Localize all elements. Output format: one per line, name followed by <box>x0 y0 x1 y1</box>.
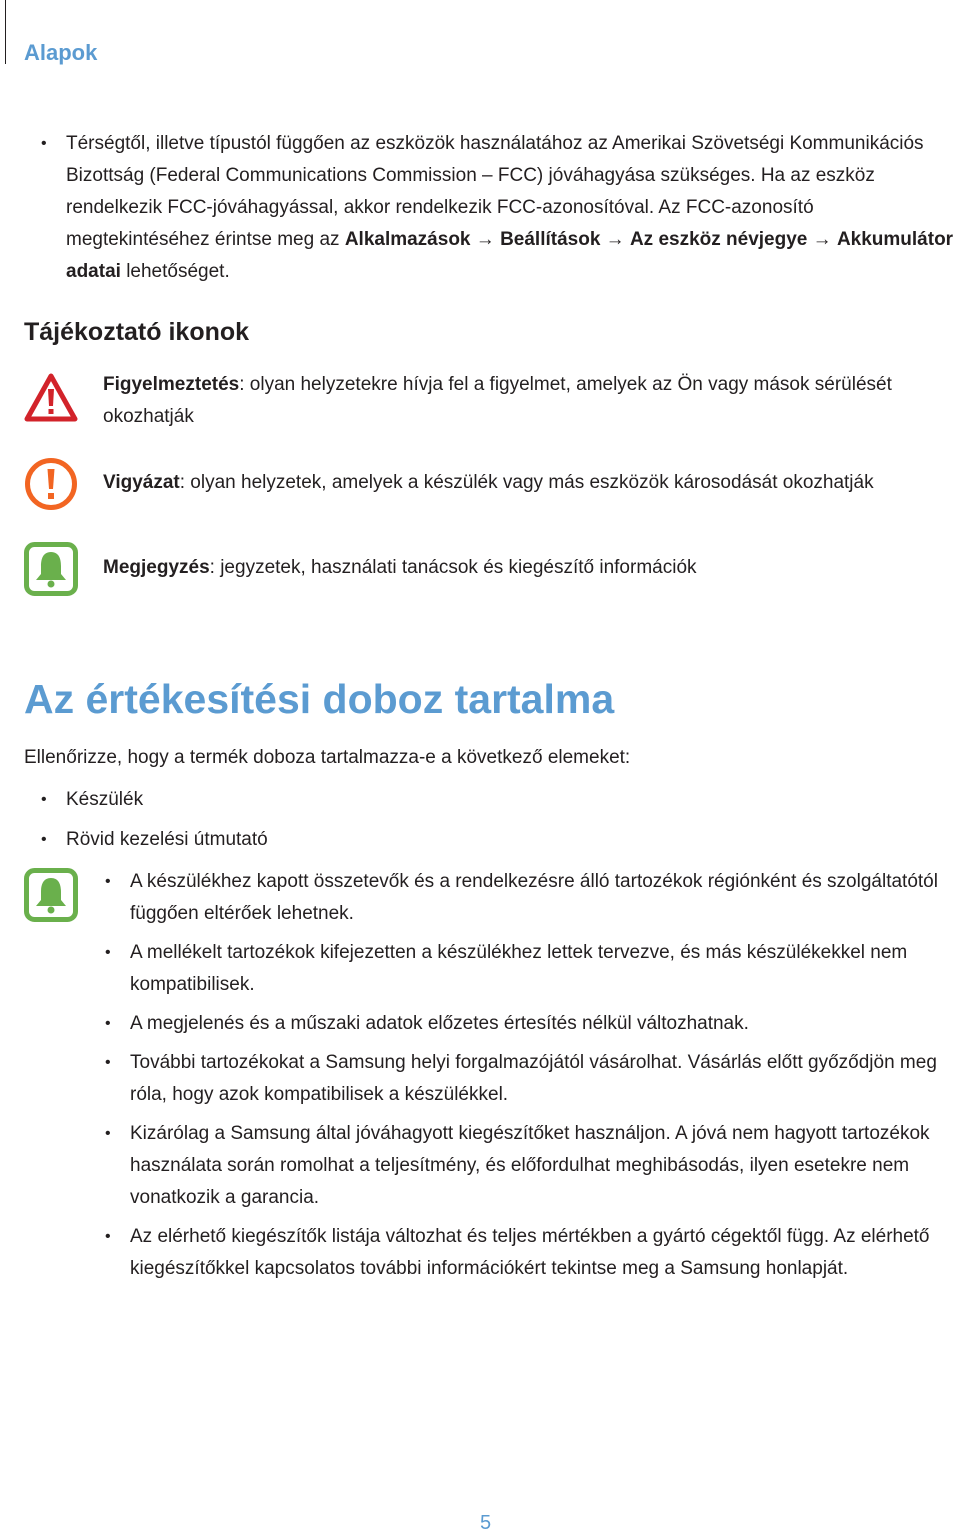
list-item <box>105 1047 960 1111</box>
warning-triangle-icon <box>24 371 78 425</box>
list-item <box>105 866 960 930</box>
caution-label: Vigyázat <box>103 472 180 493</box>
box-contents-title: Az értékesítési doboz tartalma <box>24 676 615 722</box>
box-item-label: Rövid kezelési útmutató <box>66 829 268 850</box>
notes-list <box>105 866 960 1292</box>
fcc-bullet <box>41 128 956 288</box>
note-item-text: A megjelenés és a műszaki adatok előzetes értesítés nélkül változhatnak. <box>130 1013 749 1034</box>
box-contents-intro: Ellenőrizze, hogy a termék doboza tartalmazza-e a következő elemeket: <box>24 747 631 768</box>
bullet-dot: • <box>41 791 47 808</box>
fcc-path-settings: Beállítások <box>500 229 601 250</box>
bullet-dot: • <box>105 944 111 961</box>
bullet-dot: • <box>105 873 111 890</box>
fcc-intro: Térségtől, illetve típustól függően az eszközök használatához az Amerikai Szövetségi Kommunikációs Bizottság (Federal Communications Commission – FCC) jóváhagyása szükséges. Ha az eszköz rendelkezik FCC-jóváhagyással, akkor rendelkezik FCC-azonosítóval. Az FCC-azonosító megtekintéséhez érintse meg az <box>66 133 924 250</box>
note-item-text: Az elérhető kiegészítők listája változhat és teljes mértékben a gyártó cégektől függ. Az elérhető kiegészítőkkel kapcsolatos további információkért tekintse meg a Samsung honlapját. <box>130 1226 930 1279</box>
note-item-text: Kizárólag a Samsung által jóváhagyott kiegészítőket használjon. A jóvá nem hagyott tartozékok használata során romolhat a teljesítmény, és előfordulhat meghibásodás, ilyen esetekre nem vonatkozik a garancia. <box>130 1123 930 1208</box>
fcc-path-about: Az eszköz névjegye <box>629 229 808 250</box>
warning-text: : olyan helyzetekre hívja fel a figyelmet, amelyek az Ön vagy mások sérülését okozhatják <box>103 374 892 427</box>
bullet-dot: • <box>41 831 47 848</box>
caution-text: : olyan helyzetek, amelyek a készülék vagy más eszközök károsodását okozhatják <box>179 472 874 493</box>
box-item-guide <box>41 824 268 856</box>
list-item <box>105 937 960 1001</box>
list-item <box>105 1008 960 1040</box>
info-icons-title: Tájékoztató ikonok <box>24 318 250 346</box>
caution-circle-icon <box>24 457 78 511</box>
box-item-device <box>41 784 144 816</box>
note-bell-icon <box>24 542 78 596</box>
note-text: : jegyzetek, használati tanácsok és kiegészítő információk <box>209 557 697 578</box>
list-item <box>105 1118 960 1214</box>
bullet-dot: • <box>105 1054 111 1071</box>
warning-desc <box>103 369 956 433</box>
warning-label: Figyelmeztetés <box>103 374 240 395</box>
note-item-text: A mellékelt tartozékok kifejezetten a készülékhez lettek tervezve, és más készülékekkel nem kompatibilisek. <box>130 942 908 995</box>
bullet-dot: • <box>105 1015 111 1032</box>
arrow-2: → <box>600 229 630 250</box>
bullet-dot: • <box>105 1228 111 1245</box>
list-item <box>105 1221 960 1285</box>
fcc-path-apps: Alkalmazások <box>344 229 471 250</box>
fcc-path-battery: Akkumulátor adatai <box>66 229 954 282</box>
caution-desc <box>103 467 956 499</box>
arrow-1: → <box>470 229 501 250</box>
note-item-text: További tartozékokat a Samsung helyi forgalmazójától vásárolhat. Vásárlás előtt győződjön meg róla, hogy azok kompatibilisek a készülékkel. <box>130 1052 937 1105</box>
note-bell-icon <box>24 868 78 922</box>
box-item-label: Készülék <box>66 789 144 810</box>
note-desc <box>103 552 956 584</box>
arrow-3: → <box>807 229 837 250</box>
page-number: 5 <box>480 1512 492 1534</box>
bullet-dot: • <box>105 1125 111 1142</box>
bullet-dot: • <box>41 135 47 152</box>
header-rule <box>5 0 6 64</box>
fcc-outro: lehetőséget. <box>120 261 230 282</box>
chapter-header: Alapok <box>24 40 98 65</box>
note-item-text: A készülékhez kapott összetevők és a rendelkezésre álló tartozékok régiónként és szolgáltatótól függően eltérőek lehetnek. <box>130 871 938 924</box>
note-label: Megjegyzés <box>103 557 210 578</box>
